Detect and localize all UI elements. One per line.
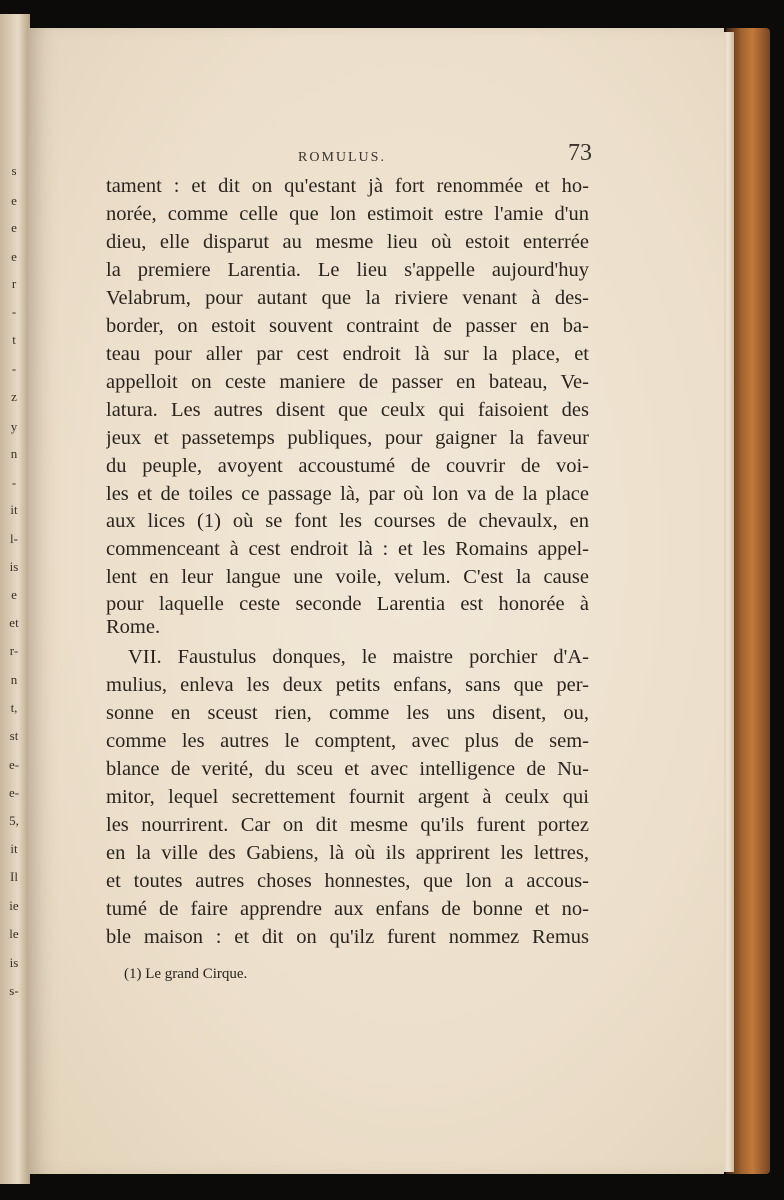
- text-line: Rome.: [106, 616, 161, 638]
- facing-fragment: et: [9, 615, 19, 630]
- page-number: 73: [568, 140, 592, 166]
- facing-fragment: e: [11, 220, 17, 235]
- facing-fragment: is: [9, 955, 19, 970]
- facing-fragment: 5,: [9, 813, 19, 828]
- text-line: la premiere Larentia. Le lieu s'appelle aujourd'huy: [106, 259, 589, 281]
- facing-fragment: n: [10, 672, 18, 687]
- text-line: tumé de faire apprendre aux enfans de bonne et no-: [106, 898, 589, 920]
- text-line: les nourrirent. Car on dit mesme qu'ils furent portez: [106, 814, 589, 836]
- text-line: appelloit on ceste maniere de passer en bateau, Ve-: [106, 371, 589, 393]
- facing-fragment: e: [11, 193, 17, 208]
- text-line: et toutes autres choses honnestes, que lon a accous-: [106, 870, 589, 892]
- text-line: lent en leur langue une voile, velum. C'est la cause: [106, 566, 589, 588]
- text-line: pour laquelle ceste seconde Larentia est honorée à: [106, 593, 589, 615]
- facing-fragment: it: [10, 841, 18, 856]
- text-line: aux lices (1) où se font les courses de chevaulx, en: [106, 510, 589, 532]
- text-line: border, on estoit souvent contraint de passer en ba-: [106, 315, 589, 337]
- text-line: teau pour aller par cest endroit là sur la place, et: [106, 343, 589, 365]
- facing-fragment: y: [10, 419, 18, 434]
- text-line: dieu, elle disparut au mesme lieu où estoit enterrée: [106, 231, 589, 253]
- facing-fragment: st: [9, 728, 19, 743]
- facing-fragment: -: [11, 475, 17, 490]
- text-line: blance de verité, du sceu et avec intelligence de Nu-: [106, 758, 589, 780]
- facing-fragment: t: [12, 332, 16, 347]
- facing-fragment: n: [10, 446, 18, 461]
- facing-fragment: e: [11, 249, 17, 264]
- text-line: Velabrum, pour autant que la riviere venant à des-: [106, 287, 589, 309]
- facing-fragment: s: [11, 163, 17, 178]
- facing-fragment: it: [10, 502, 18, 517]
- facing-fragment: t,: [10, 700, 18, 715]
- footnote: (1) Le grand Cirque.: [124, 966, 248, 982]
- facing-fragment: le: [9, 926, 19, 941]
- text-line: mitor, lequel secrettement fournit argent à ceulx qui: [106, 786, 589, 808]
- facing-fragment: e: [11, 587, 17, 602]
- text-line: norée, comme celle que lon estimoit estre l'amie d'un: [106, 203, 589, 225]
- facing-fragment: -: [11, 361, 17, 376]
- text-line: comme les autres le comptent, avec plus de sem-: [106, 730, 589, 752]
- facing-fragment: Il: [10, 869, 18, 884]
- facing-fragment: ie: [9, 898, 19, 913]
- facing-fragment: z: [11, 389, 17, 404]
- text-line: tament : et dit on qu'estant jà fort renommée et ho-: [106, 175, 589, 197]
- text-line: latura. Les autres disent que ceulx qui faisoient des: [106, 399, 589, 421]
- text-line: du peuple, avoyent accoustumé de couvrir de voi-: [106, 455, 589, 477]
- facing-fragment: -: [11, 304, 17, 319]
- text-line: mulius, enleva les deux petits enfans, sans que per-: [106, 674, 589, 696]
- text-line: commenceant à cest endroit là : et les Romains appel-: [106, 538, 589, 560]
- facing-fragment: is: [9, 559, 19, 574]
- facing-fragment: s-: [9, 983, 19, 998]
- text-line: les et de toiles ce passage là, par où lon va de la place: [106, 483, 589, 505]
- text-line: ble maison : et dit on qu'ilz furent nommez Remus: [106, 926, 589, 948]
- facing-fragment: r: [11, 276, 17, 291]
- running-head: ROMULUS.: [298, 150, 386, 165]
- facing-fragment: l-: [10, 531, 18, 546]
- text-line: en la ville des Gabiens, là où ils apprirent les lettres,: [106, 842, 589, 864]
- facing-fragment: e-: [8, 785, 20, 800]
- facing-fragment: r-: [9, 643, 19, 658]
- facing-fragment: e-: [8, 757, 20, 772]
- text-line: sonne en sceust rien, comme les uns disent, ou,: [106, 702, 589, 724]
- text-line: VII. Faustulus donques, le maistre porchier d'A-: [128, 646, 589, 668]
- text-line: jeux et passetemps publiques, pour gaigner la faveur: [106, 427, 589, 449]
